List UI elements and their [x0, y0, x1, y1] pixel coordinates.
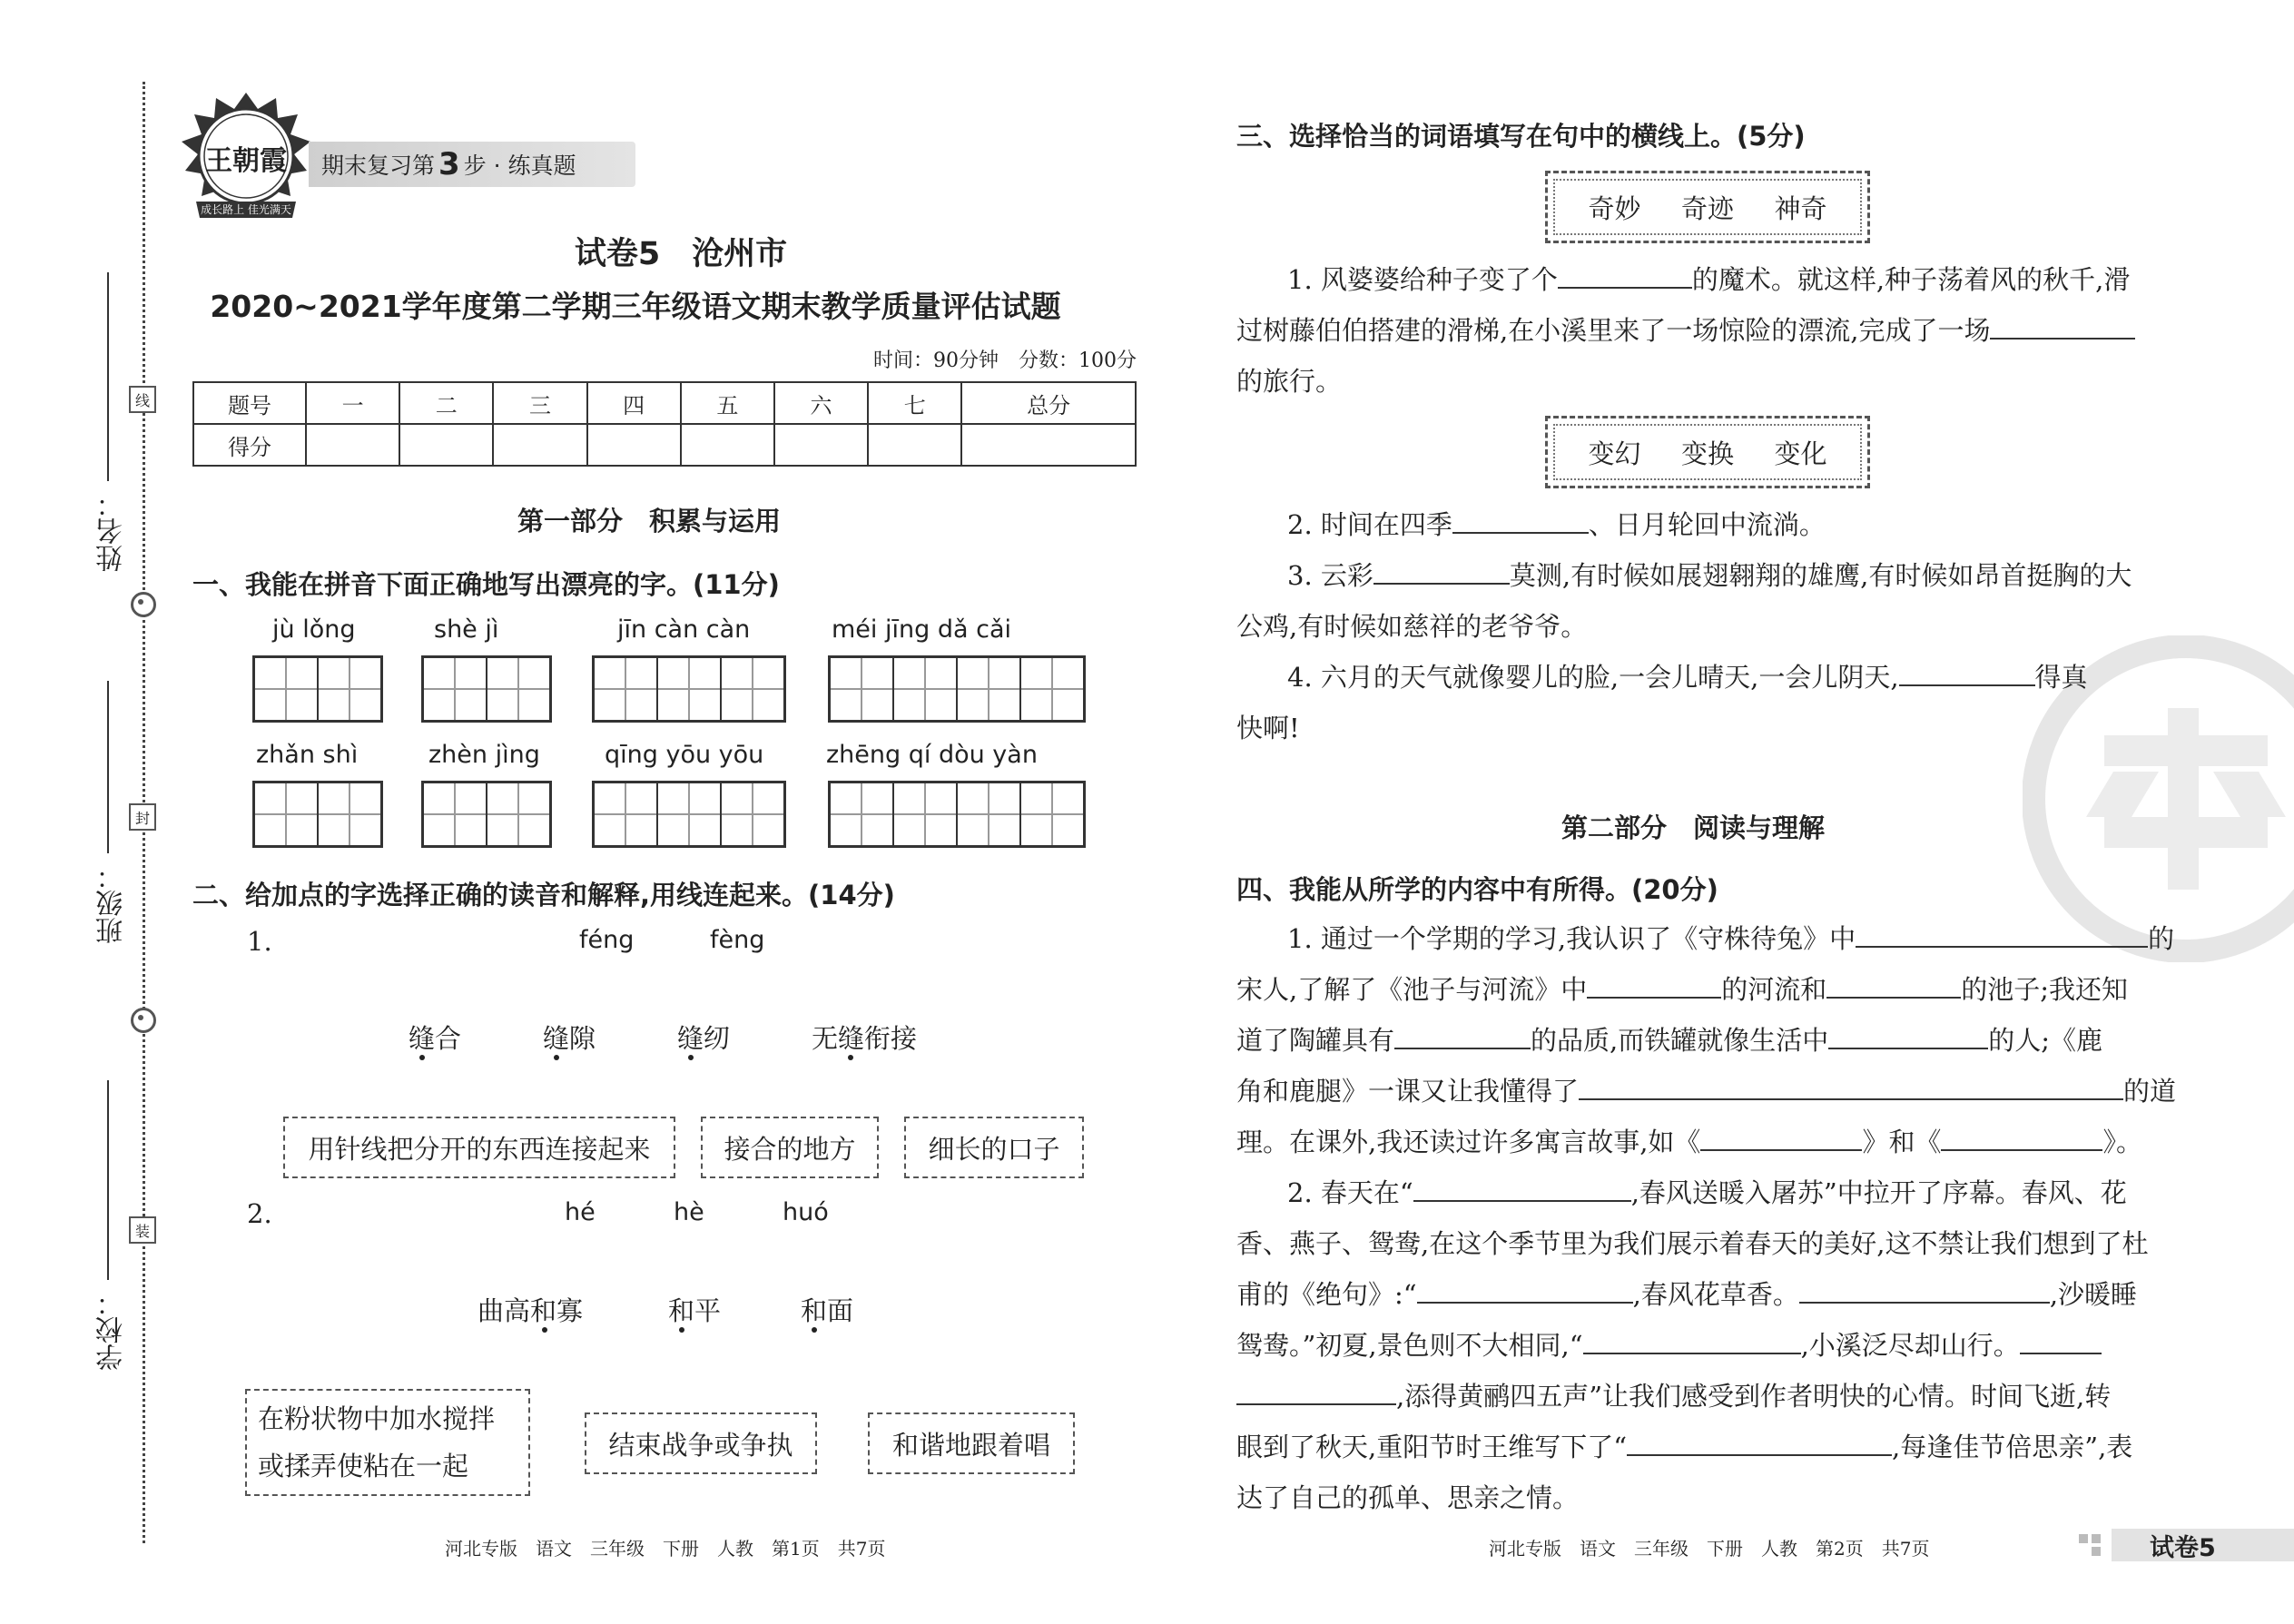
answer-blank[interactable] [1394, 1020, 1531, 1049]
dotted-word[interactable]: 缝隙 [543, 1023, 596, 1054]
school-label: 学校： [96, 1289, 128, 1371]
q2-item-number: 2. [247, 1198, 272, 1229]
sentence-part: 2. 春天在“ [1287, 1177, 1413, 1208]
sentence-text [1287, 657, 2088, 694]
pinyin-label: jù lǒng [272, 615, 356, 644]
banner-prefix: 期末复习第 [321, 153, 436, 179]
sentence-part: ,春风送暖入屠苏”中拉开了序幕。春风、花 [1630, 1177, 2127, 1208]
score-entry-cell[interactable] [774, 424, 868, 466]
writing-grid[interactable] [828, 781, 1086, 848]
exam-title: 试卷5 沧州市 [574, 236, 788, 272]
sentence-text [1236, 1071, 2176, 1108]
meaning-text: 在粉状物中加水搅拌或揉弄使粘在一起 [258, 1403, 496, 1481]
table-cell: 三 [493, 382, 586, 424]
pinyin-label: qīng yōu yōu [605, 741, 764, 769]
meaning-box[interactable] [245, 1389, 530, 1496]
word-choice-box [1545, 416, 1870, 488]
sentence-text [1287, 919, 2174, 956]
word-option: 变换 [1680, 438, 1734, 469]
writing-grid[interactable] [252, 655, 383, 723]
pinyin-label: zhēng qí dòu yàn [826, 741, 1038, 769]
table-cell: 得分 [193, 424, 306, 466]
answer-blank[interactable] [1583, 1325, 1801, 1354]
sentence-part: 2. 时间在四季 [1287, 509, 1452, 540]
sentence-part: 》。 [2102, 1127, 2142, 1157]
binding-mark-zhuang: 装 [129, 1216, 156, 1244]
sentence-text: 的旅行。 [1236, 366, 1343, 397]
sentence-text [1236, 969, 2128, 1007]
word-option: 变化 [1774, 438, 1827, 469]
word-option: 变幻 [1588, 438, 1641, 469]
pinyin-label: shè jì [434, 615, 499, 644]
sentence-part: 1. 风婆婆给种子变了个 [1287, 264, 1558, 295]
sentence-text [1236, 1376, 2111, 1413]
dotted-word[interactable]: 缝合 [409, 1023, 462, 1054]
sentence-part: 过树藤伯伯搭建的滑梯,在小溪里来了一场惊险的漂流,完成了一场 [1236, 315, 1991, 346]
sentence-part: 的 [2148, 923, 2175, 954]
answer-blank[interactable] [1587, 969, 1721, 999]
emphasis-dot [419, 1055, 425, 1060]
score-entry-cell[interactable] [868, 424, 961, 466]
answer-blank[interactable] [1941, 1122, 2102, 1151]
score-entry-cell[interactable] [681, 424, 774, 466]
answer-blank[interactable] [1558, 260, 1692, 289]
score-table-score-row [193, 424, 1136, 466]
sentence-part: 鸳鸯。”初夏,景色则不大相同,“ [1236, 1330, 1583, 1361]
reading-option[interactable]: fèng [710, 926, 765, 954]
answer-blank[interactable] [1452, 505, 1589, 534]
sentence-part: 眼到了秋天,重阳节时王维写下了“ [1236, 1432, 1628, 1462]
answer-blank[interactable] [1826, 969, 1961, 999]
table-cell: 二 [399, 382, 493, 424]
brand-name: 王朝霞 [205, 145, 287, 177]
sentence-part: 的道 [2123, 1076, 2177, 1107]
pinyin-label: jīn càn càn [617, 615, 751, 644]
class-blank [107, 681, 109, 853]
word-choice-box [1545, 171, 1870, 243]
table-cell: 六 [774, 382, 868, 424]
exam-time-score: 时间：90分钟 分数：100分 [873, 349, 1137, 372]
class-label: 班级： [96, 862, 128, 944]
reading-option[interactable]: hé [565, 1198, 596, 1226]
q2-heading: 二、给加点的字选择正确的读音和解释,用线连起来。(14分) [192, 880, 895, 910]
writing-grid[interactable] [252, 781, 383, 848]
writing-grid[interactable] [592, 655, 786, 723]
table-cell: 总分 [961, 382, 1136, 424]
answer-blank[interactable] [1828, 1020, 1988, 1049]
sentence-part: 宋人,了解了《池子与河流》中 [1236, 974, 1588, 1005]
left-page-footer: 河北专版 语文 三年级 下册 人教 第1页 共7页 [445, 1538, 886, 1560]
answer-blank[interactable] [1990, 310, 2135, 340]
writing-grid[interactable] [421, 655, 552, 723]
name-blank [107, 272, 109, 481]
q1-heading: 一、我能在拼音下面正确地写出漂亮的字。(11分) [192, 569, 780, 600]
sentence-part: 道了陶罐具有 [1236, 1025, 1395, 1056]
reading-option[interactable]: huó [783, 1198, 829, 1226]
binding-hole-icon [131, 1008, 156, 1033]
sentence-part: 的人;《鹿 [1988, 1025, 2103, 1056]
sentence-part: 1. 通过一个学期的学习,我认识了《守株待兔》中 [1287, 923, 1856, 954]
writing-grid[interactable] [421, 781, 552, 848]
sentence-text: 快啊! [1236, 713, 1300, 743]
table-cell: 一 [306, 382, 399, 424]
sentence-text [1287, 556, 2132, 593]
score-entry-cell[interactable] [961, 424, 1136, 466]
binding-mark-xian: 线 [129, 386, 156, 413]
sentence-text: 香、燕子、鸳鸯,在这个季节里为我们展示着春天的美好,这不禁让我们想到了杜 [1236, 1228, 2149, 1259]
meaning-box[interactable]: 用针线把分开的东西连接起来 [283, 1117, 675, 1178]
pinyin-label: méi jīng dǎ cǎi [832, 615, 1011, 644]
q2-item-number: 1. [247, 926, 272, 957]
sentence-part: 的品质,而铁罐就像生活中 [1531, 1025, 1829, 1056]
right-page-footer: 河北专版 语文 三年级 下册 人教 第2页 共7页 [1489, 1538, 1930, 1560]
sentence-part: 理。在课外,我还读过许多寓言故事,如《 [1236, 1127, 1701, 1157]
table-cell: 四 [587, 382, 681, 424]
sentence-part: 的魔术。就这样,种子荡着风的秋千,滑 [1691, 264, 2131, 295]
word-option: 神奇 [1774, 192, 1827, 224]
table-cell: 七 [868, 382, 961, 424]
binding-mark-feng: 封 [129, 803, 156, 831]
answer-blank[interactable] [1627, 1427, 1892, 1456]
emphasis-dot [554, 1055, 559, 1060]
part2-title: 第二部分 阅读与理解 [1561, 812, 1826, 843]
score-table-header-row [193, 382, 1136, 424]
answer-blank[interactable] [1373, 556, 1510, 585]
sentence-part: 莫测,有时候如展翅翱翔的雄鹰,有时候如昂首挺胸的大 [1509, 560, 2132, 591]
sentence-part: ,春风花草香。 [1632, 1279, 1799, 1310]
binding-hole-icon [131, 592, 156, 617]
emphasis-dot [812, 1327, 817, 1333]
answer-blank[interactable] [1799, 1275, 2050, 1304]
sentence-part: ,添得黄鹂四五声”让我们感受到作者明快的心情。时间飞逝,转 [1396, 1381, 2112, 1412]
corner-squares-icon [2079, 1534, 2104, 1556]
sentence-text: 公鸡,有时候如慈祥的老爷爷。 [1236, 611, 1588, 642]
answer-blank[interactable] [1579, 1071, 2123, 1100]
sentence-text [1236, 1020, 2102, 1058]
emphasis-dot [688, 1055, 694, 1060]
sentence-text [1236, 1275, 2137, 1312]
sentence-part: 、日月轮回中流淌。 [1588, 509, 1826, 540]
score-table [192, 381, 1137, 467]
sentence-part: 甫的《绝句》:“ [1236, 1279, 1417, 1310]
meaning-box[interactable]: 结束战争或争执 [585, 1412, 817, 1474]
q3-heading: 三、选择恰当的词语填写在句中的横线上。(5分) [1236, 121, 1806, 152]
sentence-part: 3. 云彩 [1287, 560, 1373, 591]
table-cell: 题号 [193, 382, 306, 424]
reading-option[interactable]: féng [579, 926, 635, 954]
pinyin-label: zhèn jìng [428, 741, 540, 769]
section-banner [309, 142, 635, 187]
sentence-text [1287, 1173, 2127, 1210]
sentence-part: 的河流和 [1721, 974, 1827, 1005]
reading-option[interactable]: hè [674, 1198, 704, 1226]
sentence-part: 的池子;我还知 [1961, 974, 2129, 1005]
word-option: 奇迹 [1680, 192, 1734, 224]
meaning-box[interactable]: 接合的地方 [701, 1117, 879, 1178]
answer-blank[interactable] [1236, 1376, 1396, 1405]
score-entry-cell[interactable] [587, 424, 681, 466]
sentence-part: 4. 六月的天气就像婴儿的脸,一会儿晴天,一会儿阴天, [1287, 662, 1899, 693]
answer-blank[interactable] [1413, 1173, 1631, 1202]
answer-blank[interactable] [1417, 1275, 1633, 1304]
sentence-text [1236, 1122, 2142, 1159]
sentence-text [1236, 1325, 2102, 1363]
corner-tab-label: 试卷5 [2150, 1533, 2216, 1562]
word-option: 奇妙 [1588, 192, 1641, 224]
dotted-word[interactable]: 和平 [668, 1295, 722, 1326]
dotted-word[interactable]: 无缝衔接 [812, 1023, 918, 1054]
sentence-part: 角和鹿腿》一课又让我懂得了 [1236, 1076, 1580, 1107]
school-blank [107, 1080, 109, 1280]
writing-grid[interactable] [592, 781, 786, 848]
sentence-part: 得真 [2034, 662, 2088, 693]
sentence-part: ,小溪泛尽却山行。 [1800, 1330, 2020, 1361]
sentence-text [1236, 1427, 2132, 1464]
pinyin-label: zhǎn shì [256, 741, 359, 769]
meaning-box[interactable]: 和谐地跟着唱 [868, 1412, 1075, 1474]
emphasis-dot [848, 1055, 853, 1060]
dotted-word[interactable]: 曲高和寡 [478, 1295, 584, 1326]
banner-suffix: 步 · 练真题 [463, 153, 576, 179]
sentence-part: 》和《 [1862, 1127, 1942, 1157]
name-label: 姓名： [96, 490, 128, 572]
q4-heading: 四、我能从所学的内容中有所得。(20分) [1236, 874, 1718, 905]
sentence-text [1236, 310, 2135, 348]
meaning-box[interactable]: 细长的口子 [904, 1117, 1084, 1178]
score-entry-cell[interactable] [306, 424, 399, 466]
banner-step: 3 [438, 146, 460, 182]
writing-grid[interactable] [828, 655, 1086, 723]
sentence-part: ,沙暖睡 [2049, 1279, 2138, 1310]
exam-subtitle: 2020~2021学年度第二学期三年级语文期末教学质量评估试题 [210, 289, 1061, 324]
sentence-part: ,每逢佳节倍思亲”,表 [1892, 1432, 2133, 1462]
part1-title: 第一部分 积累与运用 [517, 506, 782, 536]
corner-tab [2112, 1529, 2294, 1561]
sentence-text [1287, 260, 2130, 297]
answer-blank[interactable] [1856, 919, 2148, 948]
table-cell: 五 [681, 382, 774, 424]
sentence-text: 达了自己的孤单、思亲之情。 [1236, 1482, 1580, 1513]
brand-logo [178, 91, 314, 227]
score-entry-cell[interactable] [493, 424, 586, 466]
dotted-word[interactable]: 和面 [801, 1295, 854, 1326]
emphasis-dot [542, 1327, 547, 1333]
brand-ribbon-text: 成长路上 佳光满天 [201, 203, 291, 216]
emphasis-dot [679, 1327, 684, 1333]
answer-blank[interactable] [1700, 1122, 1862, 1151]
dotted-word[interactable]: 缝纫 [677, 1023, 731, 1054]
score-entry-cell[interactable] [399, 424, 493, 466]
answer-blank[interactable] [2020, 1325, 2102, 1354]
answer-blank[interactable] [1899, 657, 2035, 686]
sentence-text [1287, 505, 1826, 542]
